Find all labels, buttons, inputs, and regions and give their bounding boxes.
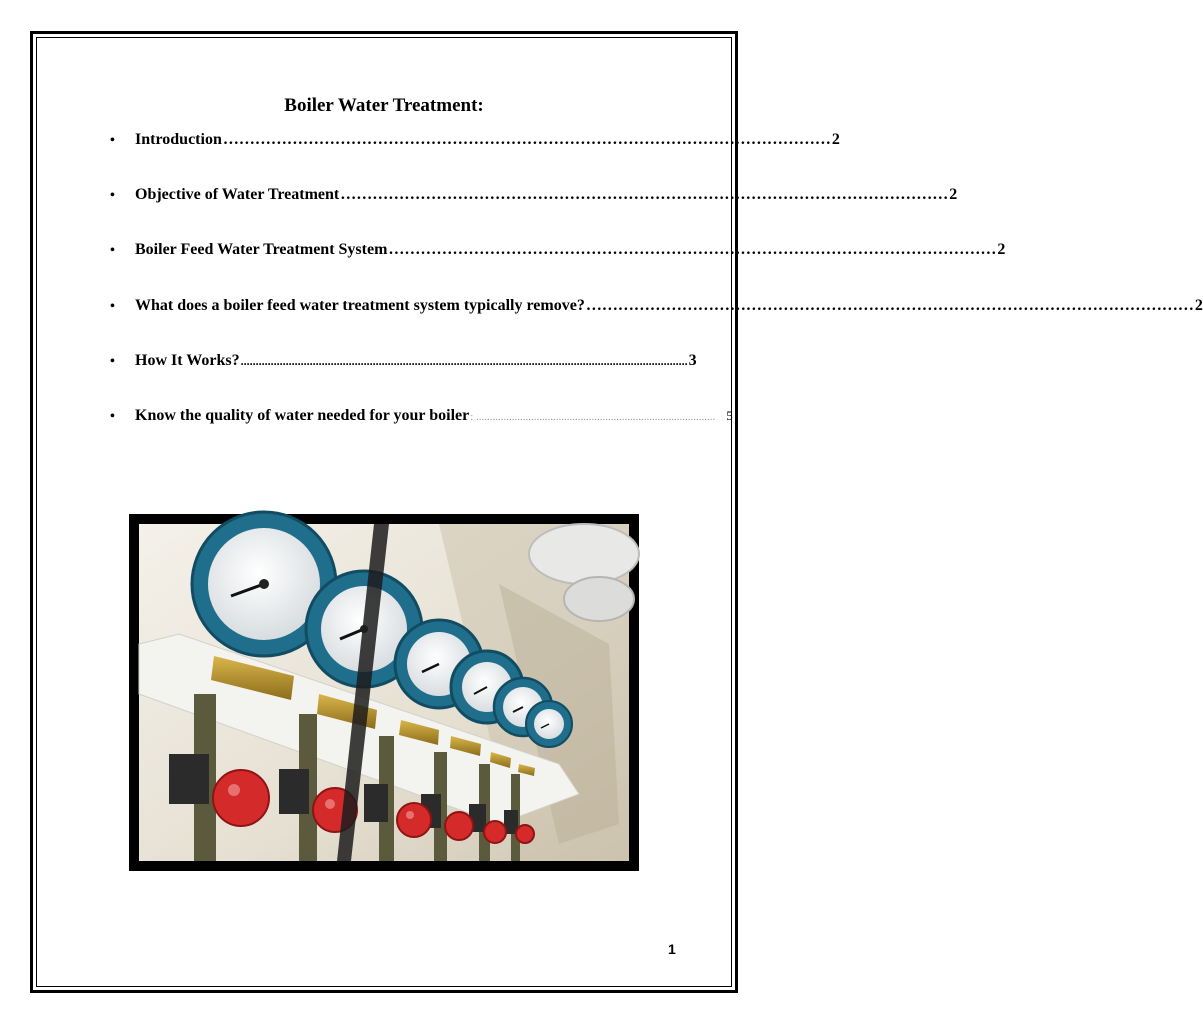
toc-entry-how-it-works[interactable] [110,352,697,374]
bullet-dot-icon: • [110,133,115,148]
gauges-photo-frame [129,514,639,871]
bullet-dot-icon: • [110,243,115,258]
toc-entry-water-quality[interactable] [110,407,733,429]
toc-leader-dots: …………………………………………………………………………………………………… [222,131,831,148]
toc-entry-feed-water-system[interactable] [110,241,1006,263]
toc-entry-text: What does a boiler feed water treatment system typically remove? [135,297,585,314]
toc-entry-objective[interactable] [110,186,958,208]
toc-entry-text: Know the quality of water needed for your boiler [135,407,470,424]
toc-entry-text: Boiler Feed Water Treatment System [135,241,388,258]
bullet-dot-icon: • [110,409,115,424]
toc-page-number: 5 [726,408,733,423]
document-title: Boiler Water Treatment: [284,95,484,116]
toc-entry-text: Objective of Water Treatment [135,186,340,203]
toc-leader-dots: …………………………………………………………………………………………………… [585,297,1194,314]
toc-leader-dots: : ....................................................................................... [470,411,716,423]
toc-entry-text: Introduction [135,131,222,148]
toc-leader-dots: …………………………………………………………………………………………………… [388,241,997,258]
toc-page-number: 2 [949,186,958,203]
pressure-gauges-photo [139,524,629,861]
toc-page-number: 2 [997,241,1006,258]
bullet-dot-icon: • [110,188,115,203]
toc-page-number: 2 [1194,297,1203,314]
bullet-dot-icon: • [110,299,115,314]
toc-entry-text: How It Works? [135,352,240,369]
page-number: 1 [668,941,676,957]
bullet-dot-icon: • [110,354,115,369]
toc-page-number: 3 [688,352,697,369]
toc-page-number: 2 [831,131,840,148]
toc-entry-what-removes[interactable] [110,297,1203,319]
toc-entry-introduction[interactable] [110,131,840,153]
toc-leader-dots: …………………………………………………………………………………………………… [340,186,949,203]
toc-leader-dots: ..................................................................................................................................................... [240,354,688,368]
